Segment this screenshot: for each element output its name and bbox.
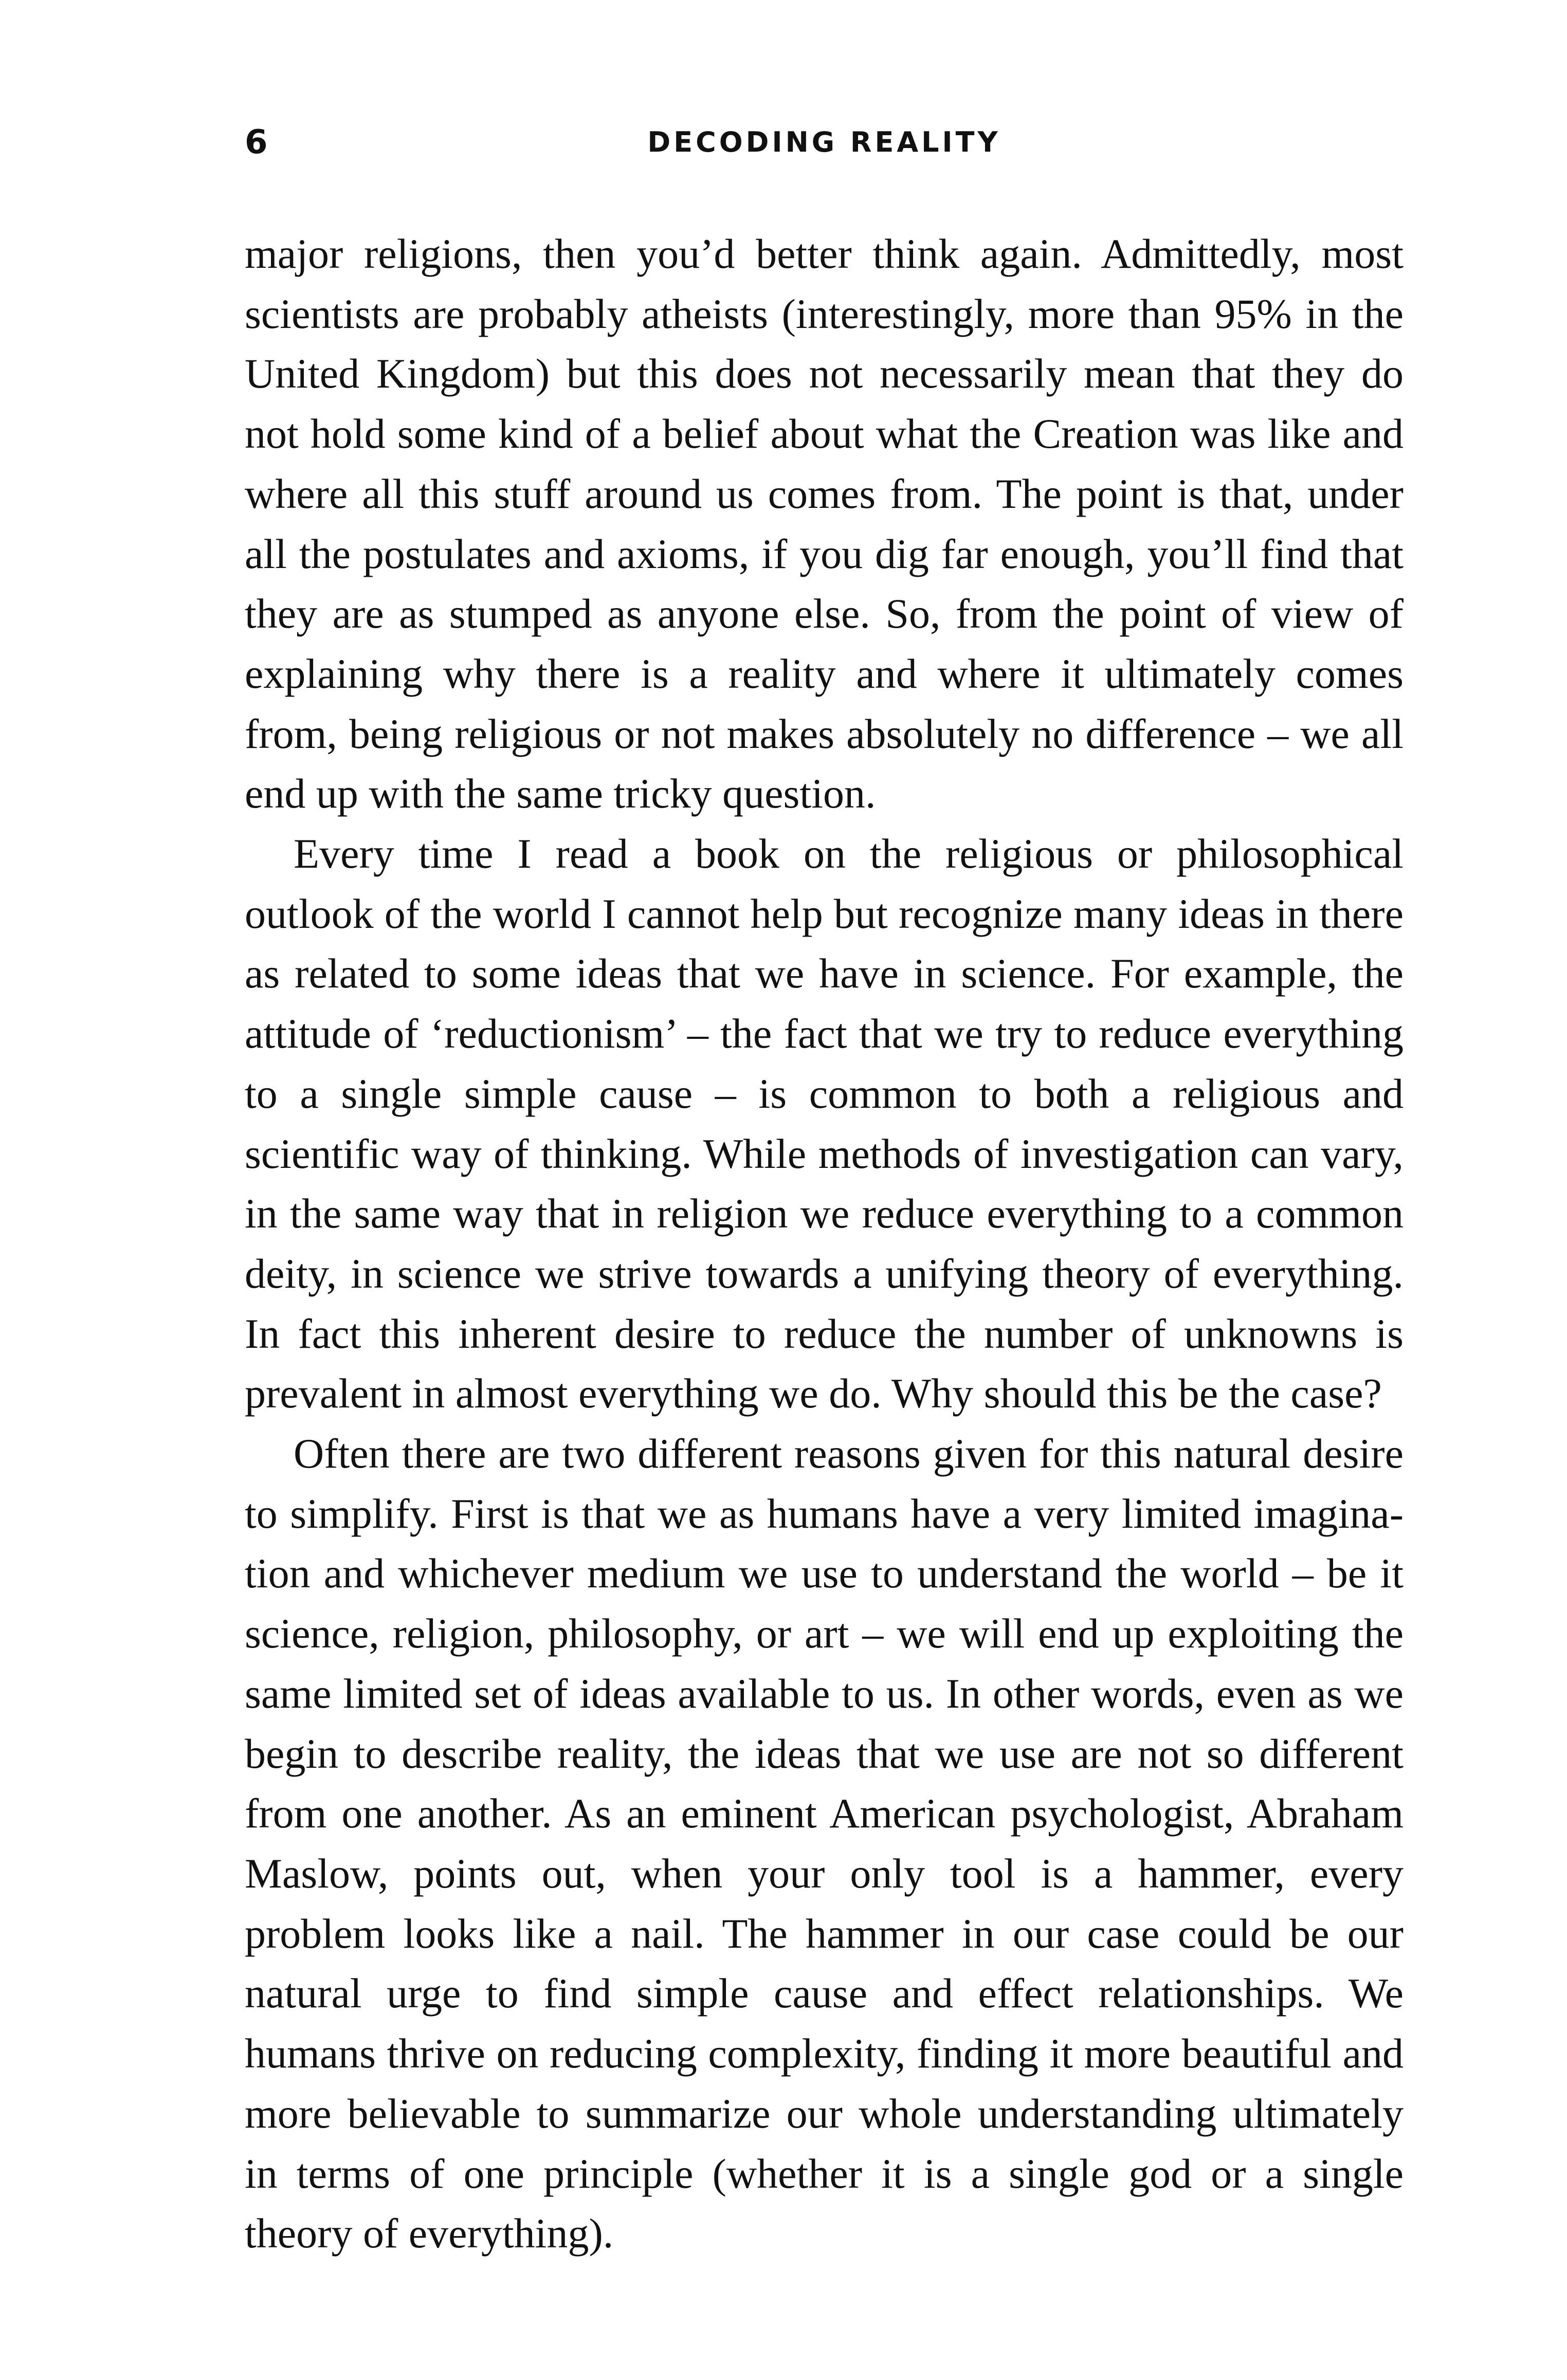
- running-head: [245, 119, 1404, 166]
- paragraph-3: Often there are two different reasons given for this natural desire to simplify. First is that we as humans have a very limited imagination and whichever medium we use to understand the world – be it science, religion, philosophy, or art – we will end up exploiting the same limited set of ideas available to us. In other words, even as we begin to describe reality, the ideas that we use are not so different from one another. As an eminent American psychologist, Abraham Maslow, points out, when your only tool is a hammer, every problem looks like a nail. The hammer in our case could be our natural urge to find simple cause and effect relationships. We humans thrive on reducing complexity, finding it more beautiful and more believable to summarize our whole understanding ultimately in terms of one principle (whether it is a single god or a single theory of everything).: [245, 1430, 1404, 2257]
- body-text: [245, 224, 1404, 2264]
- paragraph-1: major religions, then you’d better think again. Admittedly, most scientists are probably atheists (interestingly, more than 95% in the United Kingdom) but this does not necessarily mean that they do not hold some kind of a belief about what the Creation was like and where all this stuff around us comes from. The point is that, under all the postulates and axioms, if you dig far enough, you’ll find that they are as stumped as anyone else. So, from the point of view of explaining why there is a reality and where it ultimately comes from, being religious or not makes absolutely no difference – we all end up with the same tricky question.: [245, 230, 1404, 817]
- paragraph-2: Every time I read a book on the religious or philosophical outlook of the world I cannot help but recognize many ideas in there as related to some ideas that we have in science. For example, the attitude of ‘reductionism’ – the fact that we try to reduce everything to a single simple cause – is common to both a religious and scientific way of thinking. While methods of investigation can vary, in the same way that in religion we reduce everything to a common deity, in science we strive towards a unifying theory of everything. In fact this inherent desire to reduce the number of unknowns is prevalent in almost everything we do. Why should this be the case?: [245, 830, 1404, 1417]
- running-title: DECODING REALITY: [647, 126, 1001, 158]
- page-number: 6: [245, 123, 268, 161]
